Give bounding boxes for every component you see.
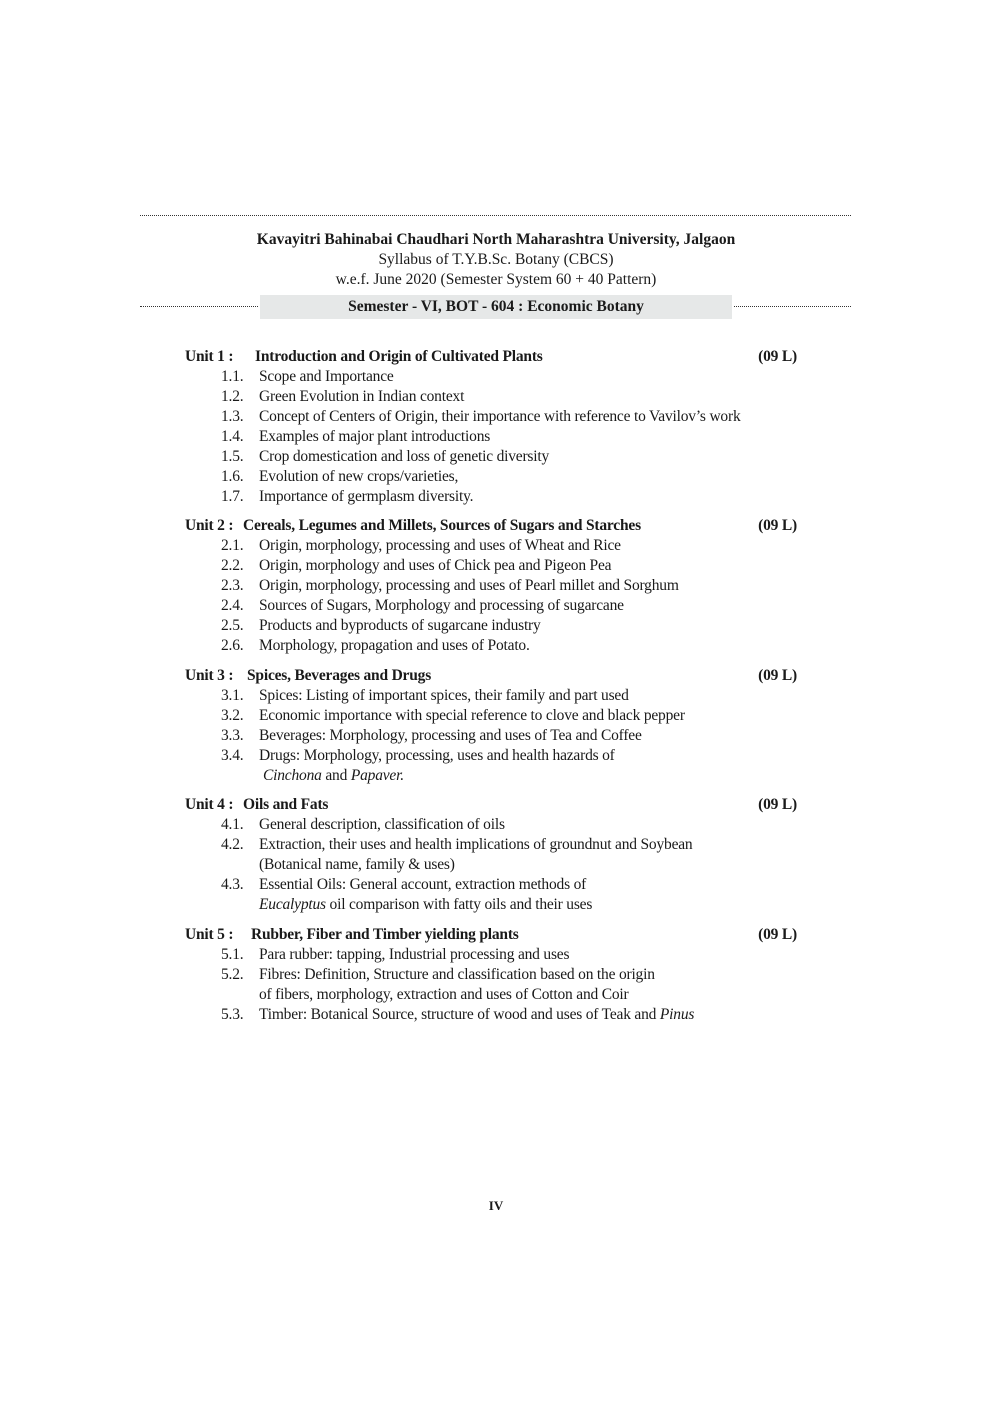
list-item bbox=[185, 875, 797, 895]
item-text bbox=[259, 815, 505, 835]
text-segment: Timber: Botanical Source, structure of wood and uses of Teak and bbox=[259, 1006, 660, 1023]
italic-term: Cinchona bbox=[263, 767, 322, 784]
list-item bbox=[185, 965, 797, 985]
text-segment: Origin, morphology, processing and uses of Pearl millet and Sorghum bbox=[259, 577, 679, 594]
text-segment: Green Evolution in Indian context bbox=[259, 388, 465, 405]
item-text bbox=[259, 556, 611, 576]
unit-heading bbox=[185, 347, 797, 367]
item-text bbox=[259, 407, 741, 427]
list-item bbox=[185, 686, 797, 706]
item-text bbox=[259, 387, 464, 407]
list-item bbox=[185, 945, 797, 965]
university-name: Kavayitri Bahinabai Chaudhari North Maharashtra University, Jalgaon bbox=[256, 231, 736, 248]
item-text bbox=[259, 985, 629, 1005]
list-item bbox=[185, 616, 797, 636]
unit-title: Rubber, Fiber and Timber yielding plants bbox=[251, 926, 519, 943]
unit-title: Spices, Beverages and Drugs bbox=[247, 667, 432, 684]
unit-section bbox=[185, 925, 797, 1025]
item-text bbox=[259, 686, 629, 706]
text-segment: Essential Oils: General account, extraction methods of bbox=[259, 876, 587, 893]
item-text bbox=[259, 945, 569, 965]
unit-hours: (09 L) bbox=[758, 667, 797, 684]
text-segment: Concept of Centers of Origin, their importance with reference to Vavilov’s work bbox=[259, 408, 741, 425]
item-number: 1.6. bbox=[221, 468, 244, 485]
text-segment: and bbox=[321, 767, 351, 784]
unit-section bbox=[185, 795, 797, 915]
item-text bbox=[259, 487, 473, 507]
list-item bbox=[185, 726, 797, 746]
text-segment: Morphology, propagation and uses of Potato. bbox=[259, 637, 530, 654]
text-segment: Origin, morphology, processing and uses of Wheat and Rice bbox=[259, 537, 621, 554]
item-text bbox=[259, 427, 490, 447]
item-text bbox=[259, 965, 655, 985]
item-number: 5.1. bbox=[221, 946, 244, 963]
unit-hours: (09 L) bbox=[758, 348, 797, 365]
item-text bbox=[259, 746, 615, 766]
list-item bbox=[185, 447, 797, 467]
list-item bbox=[185, 407, 797, 427]
top-divider bbox=[140, 215, 851, 216]
text-segment: Origin, morphology and uses of Chick pea and Pigeon Pea bbox=[259, 557, 612, 574]
text-segment: of fibers, morphology, extraction and uses of Cotton and Coir bbox=[259, 986, 629, 1003]
unit-title: Oils and Fats bbox=[243, 796, 329, 813]
unit-label: Unit 5 : bbox=[185, 926, 234, 943]
semester-banner: Semester - VI, BOT - 604 : Economic Botany bbox=[260, 295, 732, 319]
text-segment: Economic importance with special reference to clove and black pepper bbox=[259, 707, 685, 724]
page-number: IV bbox=[488, 1198, 504, 1213]
item-number: 2.1. bbox=[221, 537, 244, 554]
item-number: 1.4. bbox=[221, 428, 244, 445]
item-text bbox=[259, 576, 679, 596]
item-text bbox=[259, 467, 458, 487]
unit-label: Unit 3 : bbox=[185, 667, 234, 684]
item-text bbox=[259, 616, 541, 636]
item-number: 4.1. bbox=[221, 816, 244, 833]
unit-section bbox=[185, 516, 797, 656]
unit-title: Cereals, Legumes and Millets, Sources of Sugars and Starches bbox=[243, 517, 641, 534]
list-item bbox=[185, 556, 797, 576]
text-segment: Drugs: Morphology, processing, uses and health hazards of bbox=[259, 747, 615, 764]
list-item bbox=[185, 467, 797, 487]
item-number: 1.3. bbox=[221, 408, 244, 425]
unit-title: Introduction and Origin of Cultivated Plants bbox=[255, 348, 543, 365]
unit-hours: (09 L) bbox=[758, 796, 797, 813]
text-segment: Scope and Importance bbox=[259, 368, 394, 385]
item-number: 5.2. bbox=[221, 966, 244, 983]
text-segment: Evolution of new crops/varieties, bbox=[259, 468, 459, 485]
unit-section bbox=[185, 666, 797, 786]
item-text bbox=[259, 536, 621, 556]
item-text bbox=[259, 636, 530, 656]
item-number: 2.4. bbox=[221, 597, 244, 614]
effective-date: w.e.f. June 2020 (Semester System 60 + 40 Pattern) bbox=[335, 271, 657, 288]
item-text bbox=[259, 447, 549, 467]
item-number: 1.1. bbox=[221, 368, 244, 385]
item-number: 1.7. bbox=[221, 488, 244, 505]
unit-hours: (09 L) bbox=[758, 517, 797, 534]
text-segment: (Botanical name, family & uses) bbox=[259, 856, 455, 873]
text-segment: General description, classification of oils bbox=[259, 816, 505, 833]
italic-term: Eucalyptus bbox=[259, 896, 326, 913]
text-segment: Fibres: Definition, Structure and classification based on the origin bbox=[259, 966, 655, 983]
item-text bbox=[259, 367, 394, 387]
item-number: 3.4. bbox=[221, 747, 244, 764]
item-text bbox=[259, 1005, 694, 1025]
item-number: 1.2. bbox=[221, 388, 244, 405]
list-item bbox=[185, 895, 797, 915]
item-text bbox=[259, 726, 642, 746]
text-segment: Examples of major plant introductions bbox=[259, 428, 491, 445]
item-number: 1.5. bbox=[221, 448, 244, 465]
text-segment: Products and byproducts of sugarcane industry bbox=[259, 617, 541, 634]
item-number: 2.3. bbox=[221, 577, 244, 594]
left-divider bbox=[140, 306, 258, 307]
list-item bbox=[185, 636, 797, 656]
unit-label: Unit 4 : bbox=[185, 796, 234, 813]
list-item bbox=[185, 536, 797, 556]
list-item bbox=[185, 815, 797, 835]
text-segment: Spices: Listing of important spices, their family and part used bbox=[259, 687, 629, 704]
list-item bbox=[185, 427, 797, 447]
list-item bbox=[185, 985, 797, 1005]
item-number: 2.6. bbox=[221, 637, 244, 654]
item-number: 4.2. bbox=[221, 836, 244, 853]
item-text bbox=[259, 835, 692, 855]
list-item bbox=[185, 387, 797, 407]
item-text bbox=[259, 895, 592, 915]
text-segment: Sources of Sugars, Morphology and processing of sugarcane bbox=[259, 597, 624, 614]
text-segment: oil comparison with fatty oils and their uses bbox=[325, 896, 593, 913]
item-number: 3.3. bbox=[221, 727, 244, 744]
list-item bbox=[185, 835, 797, 855]
item-number: 3.2. bbox=[221, 707, 244, 724]
item-number: 2.5. bbox=[221, 617, 244, 634]
list-item bbox=[185, 596, 797, 616]
item-text bbox=[259, 596, 624, 616]
item-number: 5.3. bbox=[221, 1006, 244, 1023]
unit-heading bbox=[185, 925, 797, 945]
list-item bbox=[185, 576, 797, 596]
italic-term: Papaver. bbox=[350, 767, 404, 784]
syllabus-title: Syllabus of T.Y.B.Sc. Botany (CBCS) bbox=[378, 251, 614, 268]
text-segment: Extraction, their uses and health implications of groundnut and Soybean bbox=[259, 836, 693, 853]
unit-heading bbox=[185, 795, 797, 815]
list-item bbox=[185, 766, 797, 786]
item-number: 3.1. bbox=[221, 687, 244, 704]
text-segment: Beverages: Morphology, processing and uses of Tea and Coffee bbox=[259, 727, 642, 744]
item-text bbox=[259, 855, 455, 875]
unit-hours: (09 L) bbox=[758, 926, 797, 943]
unit-label: Unit 2 : bbox=[185, 517, 234, 534]
list-item bbox=[185, 367, 797, 387]
list-item bbox=[185, 487, 797, 507]
right-divider bbox=[734, 306, 851, 307]
text-segment: Importance of germplasm diversity. bbox=[259, 488, 474, 505]
italic-term: Pinus bbox=[659, 1006, 695, 1023]
item-number: 4.3. bbox=[221, 876, 244, 893]
unit-section bbox=[185, 347, 797, 507]
text-segment: Para rubber: tapping, Industrial processing and uses bbox=[259, 946, 570, 963]
item-number: 2.2. bbox=[221, 557, 244, 574]
item-text bbox=[259, 875, 586, 895]
unit-heading bbox=[185, 516, 797, 536]
item-text bbox=[259, 706, 685, 726]
list-item bbox=[185, 855, 797, 875]
list-item bbox=[185, 1005, 797, 1025]
unit-label: Unit 1 : bbox=[185, 348, 234, 365]
text-segment: Crop domestication and loss of genetic diversity bbox=[259, 448, 550, 465]
unit-heading bbox=[185, 666, 797, 686]
item-text bbox=[263, 766, 404, 786]
list-item bbox=[185, 706, 797, 726]
list-item bbox=[185, 746, 797, 766]
